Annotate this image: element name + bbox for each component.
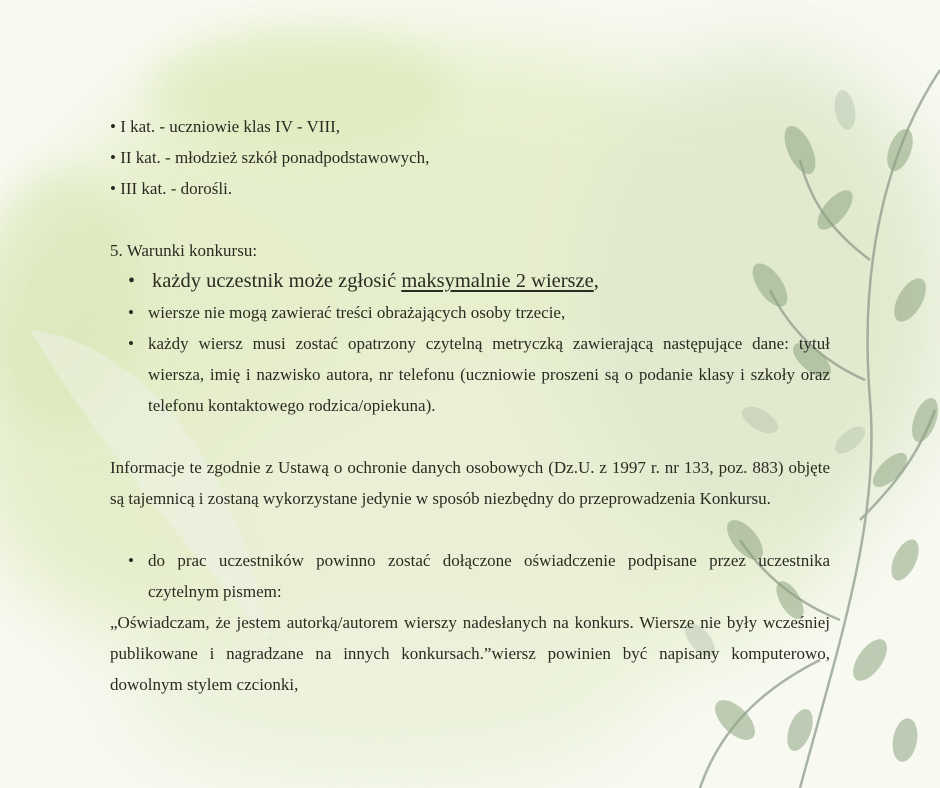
condition-item-3: • każdy wiersz musi zostać opatrzony czytelną metryczką zawierającą następujące dane: tytuł wiersza, imię i nazwisko autora, nr telefonu (uczniowie proszeni są o podanie klasy i szkoły oraz telefonu kontaktowego rodzica/opiekuna). [110,328,830,421]
document-body [110,111,830,700]
category-line-2: • II kat. - młodzież szkół ponadpodstawowych, [110,148,430,167]
condition-item-2: • wiersze nie mogą zawierać treści obrażających osoby trzecie, [110,297,830,328]
condition-item-1 [110,266,830,297]
category-line-3: • III kat. - dorośli. [110,179,233,198]
declaration-item: • do prac uczestników powinno zostać dołączone oświadczenie podpisane przez uczestnika czytelnym pismem: [110,545,830,607]
spacer [110,514,830,545]
privacy-note: Informacje te zgodnie z Ustawą o ochronie danych osobowych (Dz.U. z 1997 r. nr 133, poz. 883) objęte są tajemnicą i zostaną wykorzystane jedynie w sposób niezbędny do przeprowadzenia Konkursu. [110,458,830,508]
conditions-list [110,266,830,421]
section-heading: 5. Warunki konkursu: [110,241,258,260]
condition-item-1-text: każdy uczestnik może zgłosić [152,270,402,292]
category-list [110,111,830,204]
spacer [110,204,830,235]
spacer [110,421,830,452]
condition-item-1-suffix: , [593,270,599,292]
declaration-text: „Oświadczam, że jestem autorką/autorem wierszy nadesłanych na konkurs. Wiersze nie były wcześniej publikowane i nagradzane na innych konkursach.”wiersz powinien być napisany komputerowo, dowolnym stylem czcionki, [110,613,830,694]
category-line-1: • I kat. - uczniowie klas IV - VIII, [110,117,341,136]
condition-item-1-underlined: maksymalnie 2 wiersze [401,270,594,292]
declaration-list [110,545,830,607]
